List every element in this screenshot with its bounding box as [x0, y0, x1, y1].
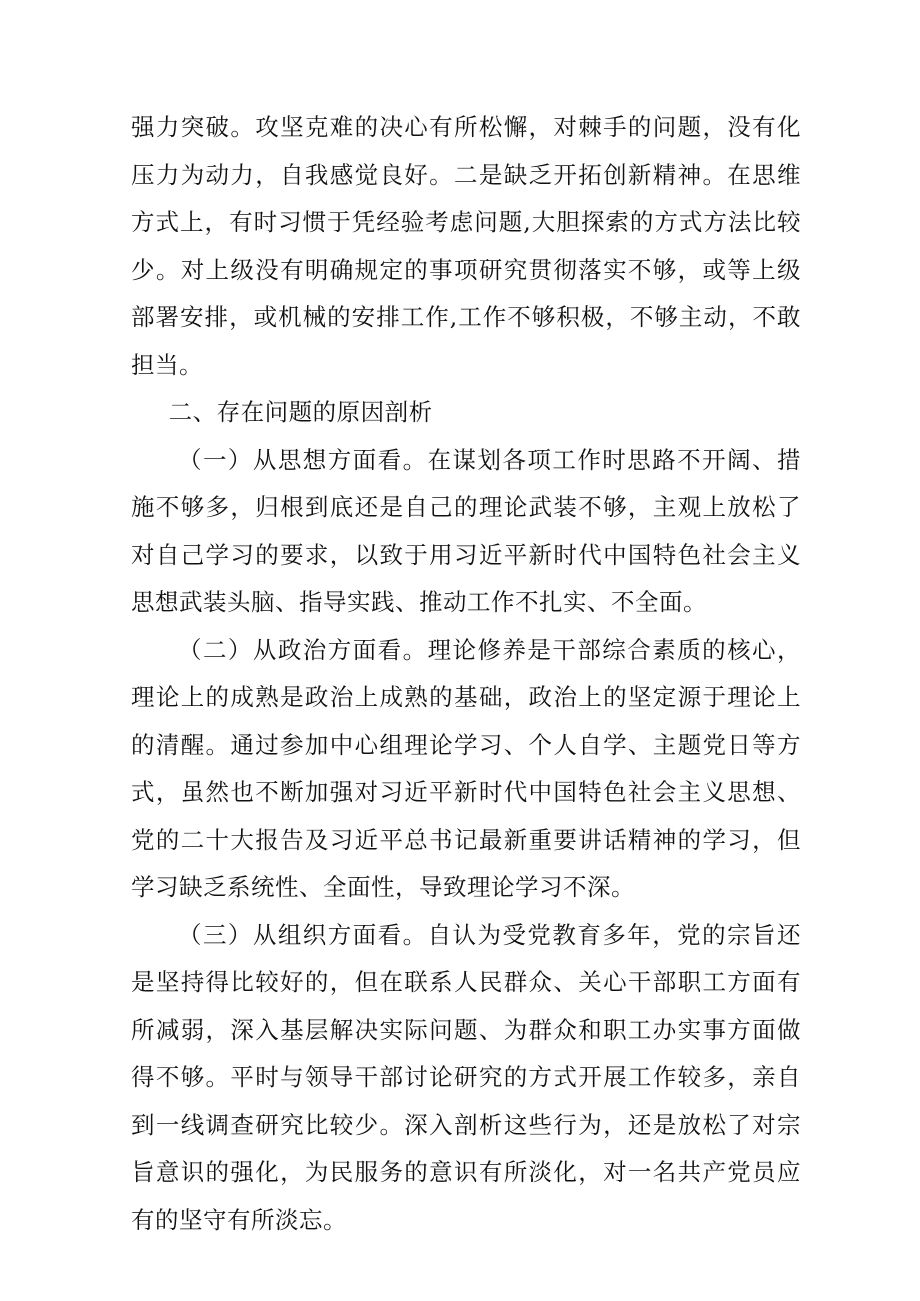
paragraph-continuation: 强力突破。攻坚克难的决心有所松懈，对棘手的问题，没有化压力为动力，自我感觉良好。二是缺乏开拓创新精神。在思维方式上，有时习惯于凭经验考虑问题,大胆探索的方式方法比较少。对上级没有明确规定的事项研究贯彻落实不够，或等上级部署安排，或机械的安排工作,工作不够积极，不够主动，不敢担当。: [131, 113, 801, 379]
paragraph-organizational-aspect: （三）从组织方面看。自认为受党教育多年，党的宗旨还是坚持得比较好的，但在联系人民群众、关心干部职工方面有所减弱，深入基层解决实际问题、为群众和职工办实事方面做得不够。平时与领导干部讨论研究的方式开展工作较多，亲自到一线调查研究比较少。深入剖析这些行为，还是放松了对宗旨意识的强化，为民服务的意识有所淡化，对一名共产党员应有的坚守有所淡忘。: [131, 920, 801, 1234]
paragraph-political-aspect: （二）从政治方面看。理论修养是干部综合素质的核心，理论上的成熟是政治上成熟的基础，政治上的坚定源于理论上的清醒。通过参加中心组理论学习、个人自学、主题党日等方式，虽然也不断加强对习近平新时代中国特色社会主义思想、党的二十大报告及习近平总书记最新重要讲话精神的学习，但学习缺乏系统性、全面性，导致理论学习不深。: [131, 635, 801, 901]
document-body: [131, 104, 801, 1244]
paragraph-ideological-aspect: （一）从思想方面看。在谋划各项工作时思路不开阔、措施不够多，归根到底还是自己的理论武装不够，主观上放松了对自己学习的要求，以致于用习近平新时代中国特色社会主义思想武装头脑、指导实践、推动工作不扎实、不全面。: [131, 445, 801, 616]
section-heading-cause-analysis: 二、存在问题的原因剖析: [168, 398, 433, 426]
